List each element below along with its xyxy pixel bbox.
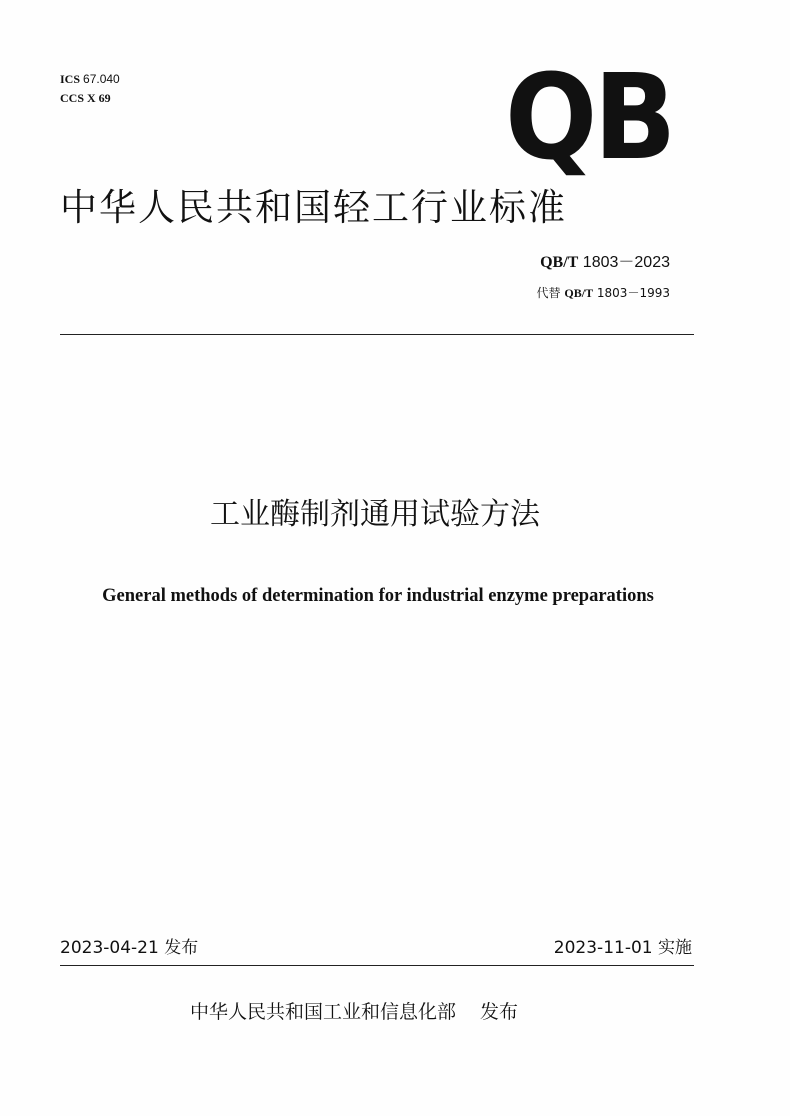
replaces-label: 代替 [536, 286, 561, 300]
ics-code [60, 70, 120, 89]
document-title-english: General methods of determination for industrial enzyme preparations [102, 586, 654, 606]
ics-label: ICS [60, 72, 81, 86]
replaces-standard [537, 284, 670, 302]
document-title-chinese: 工业酶制剂通用试验方法 [210, 497, 540, 532]
issue-date: 2023-04-21 发布 [60, 938, 199, 958]
replaces-prefix: QB/T [564, 286, 594, 300]
ccs-value: X 69 [87, 91, 111, 105]
ccs-code [60, 89, 120, 108]
publisher-line [190, 998, 518, 1026]
publisher-verb: 发布 [480, 1001, 519, 1023]
replaces-number: 1803－1993 [596, 286, 670, 300]
implementation-date: 2023-11-01 实施 [553, 938, 692, 958]
standard-category-title: 中华人民共和国轻工行业标准 [60, 186, 567, 229]
top-divider [60, 334, 694, 335]
ccs-label: CCS [60, 91, 85, 105]
ics-value: 67.040 [83, 72, 120, 86]
publisher-name: 中华人民共和国工业和信息化部 [190, 1001, 457, 1023]
standard-code-number: 1803－2023 [582, 254, 670, 271]
bottom-divider [60, 965, 694, 966]
standard-code-prefix: QB/T [540, 254, 579, 271]
standard-code [540, 252, 670, 274]
qb-logo: QB [505, 48, 673, 186]
classification-codes [60, 70, 120, 108]
